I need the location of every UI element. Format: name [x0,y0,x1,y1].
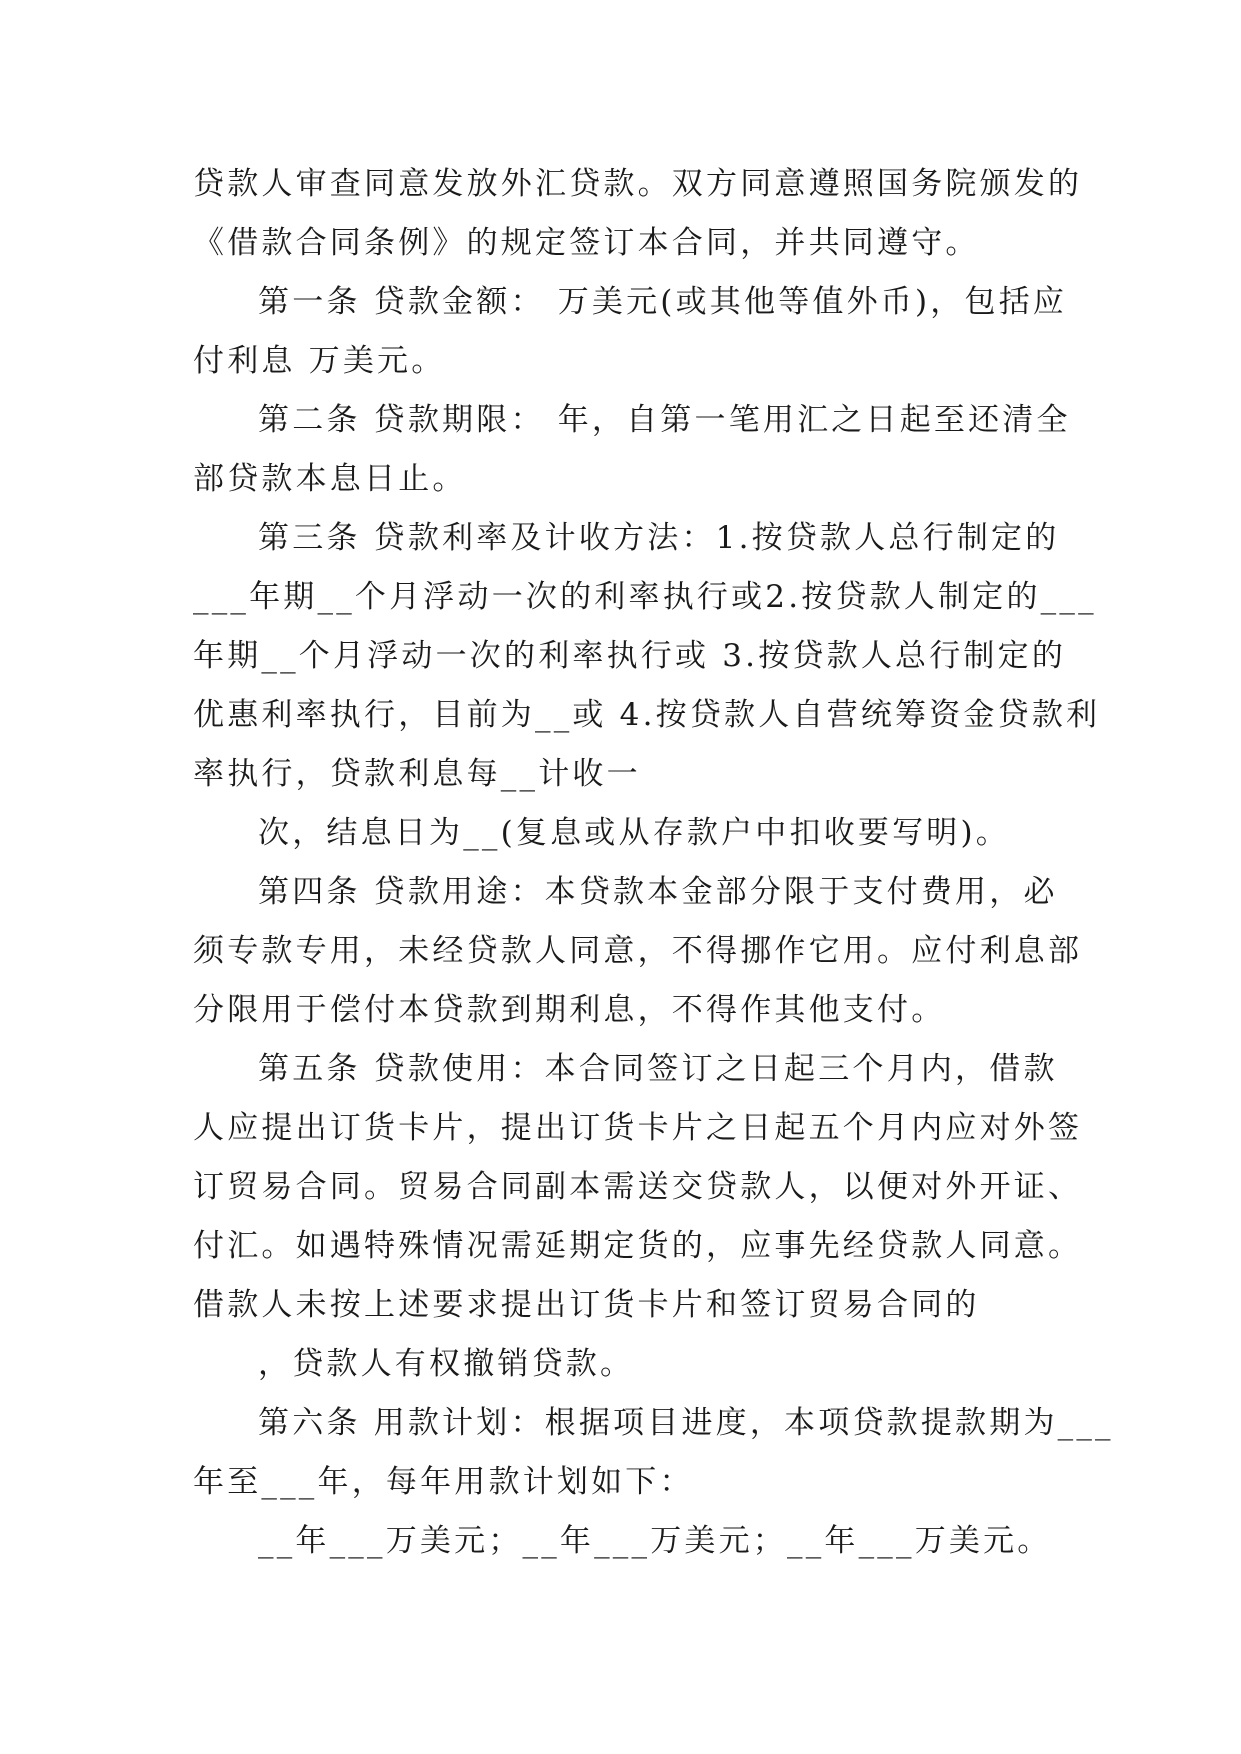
text-line: 贷款人审查同意发放外汇贷款。双方同意遵照国务院颁发的 [193,166,1083,202]
text-line: 须专款专用，未经贷款人同意，不得挪作它用。应付利息部 [193,933,1083,969]
text-line: 次，结息日为__(复息或从存款户中扣收要写明)。 [258,815,1010,851]
text-line: 人应提出订货卡片，提出订货卡片之日起五个月内应对外签 [193,1110,1083,1146]
text-line: 订贸易合同。贸易合同副本需送交贷款人，以便对外开证、 [193,1169,1083,1205]
text-line: 年期__个月浮动一次的利率执行或 3.按贷款人总行制定的 [193,638,1067,674]
clause-6-heading-line: 第六条 用款计划：根据项目进度，本项贷款提款期为___ [258,1405,1114,1441]
text-line: ___年期__个月浮动一次的利率执行或2.按贷款人制定的___ [193,579,1097,615]
clause-5-heading-line: 第五条 贷款使用：本合同签订之日起三个月内，借款 [258,1051,1058,1087]
text-line: 优惠利率执行，目前为__或 4.按贷款人自营统筹资金贷款利 [193,697,1101,733]
text-line: 年至___年，每年用款计划如下： [193,1464,694,1500]
clause-1-heading-line: 第一条 贷款金额： 万美元(或其他等值外币)，包括应 [258,284,1068,320]
clause-2-heading-line: 第二条 贷款期限： 年，自第一笔用汇之日起至还清全 [258,402,1071,438]
text-line: 付利息 万美元。 [193,343,446,379]
text-line: 部贷款本息日止。 [193,461,467,497]
text-line: 付汇。如遇特殊情况需延期定货的，应事先经贷款人同意。 [193,1228,1083,1264]
text-line: 分限用于偿付本贷款到期利息，不得作其他支付。 [193,992,946,1028]
text-line: 《借款合同条例》的规定签订本合同，并共同遵守。 [193,225,980,261]
clause-3-heading-line: 第三条 贷款利率及计收方法：1.按贷款人总行制定的 [258,520,1060,556]
text-line: __年___万美元；__年___万美元；__年___万美元。 [258,1523,1052,1559]
text-line: 借款人未按上述要求提出订货卡片和签订贸易合同的 [193,1287,980,1323]
clause-4-heading-line: 第四条 贷款用途：本贷款本金部分限于支付费用，必 [258,874,1058,910]
text-line: 率执行，贷款利息每__计收一 [193,756,641,792]
text-line: ，贷款人有权撤销贷款。 [258,1346,635,1382]
